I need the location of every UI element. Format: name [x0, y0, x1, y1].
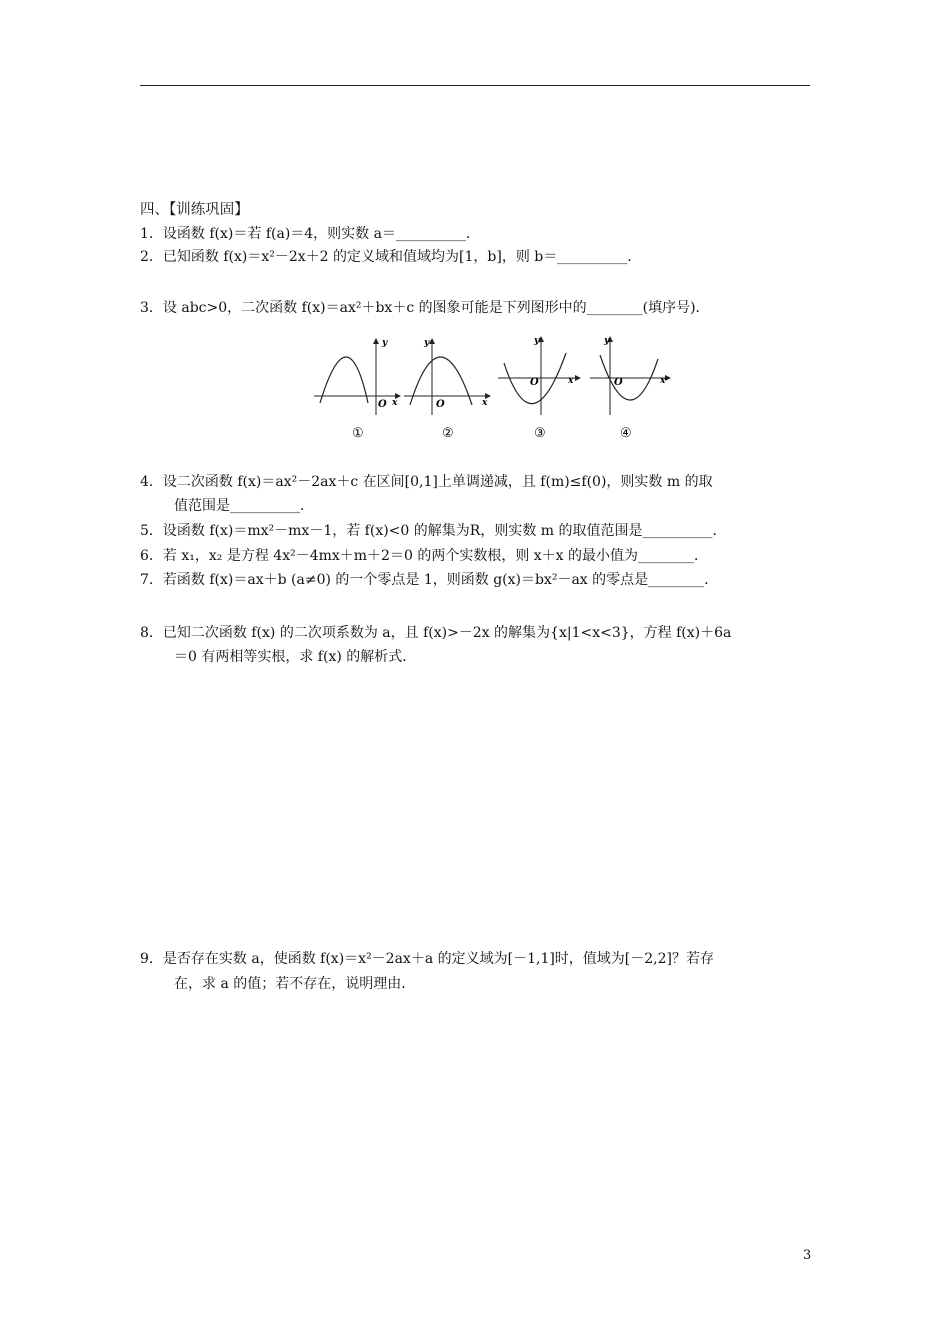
- problem-5: [140, 522, 727, 540]
- problem-text: 设函数 f(x)＝mx²－mx－1，若 f(x)<0 的解集为R，则实数 m 的取值范围是__________．: [162, 523, 727, 539]
- page-number: 3: [803, 1248, 812, 1263]
- problem-9-continued: 在，求 a 的值；若不存在，说明理由．: [174, 976, 416, 992]
- section-heading: 四、【训练巩固】: [140, 202, 249, 218]
- problem-number: 9．: [140, 951, 163, 967]
- problem-text: 若函数 f(x)＝ax＋b (a≠0) 的一个零点是 1，则函数 g(x)＝bx²－ax 的零点是________．: [162, 572, 719, 588]
- y-label: y: [382, 338, 388, 348]
- origin-label: O: [530, 377, 539, 388]
- problem-9: [140, 950, 714, 968]
- problem-text: 已知二次函数 f(x) 的二次项系数为 a，且 f(x)>－2x 的解集为{x|1<x<3}，方程 f(x)＋6a: [162, 625, 732, 641]
- problem-text: 已知函数 f(x)＝x²－2x＋2 的定义域和值域均为[1，b]，则 b＝__________．: [162, 249, 642, 265]
- problem-4: [140, 473, 713, 491]
- parabola-curve: [410, 357, 472, 405]
- problem-text: 设二次函数 f(x)＝ax²－2ax＋c 在区间[0,1]上单调递减，且 f(m)≤f(0)，则实数 m 的取: [162, 474, 713, 490]
- problem-number: 1．: [140, 226, 163, 242]
- figure-label: ④: [620, 426, 632, 441]
- x-label: x: [392, 398, 398, 408]
- problem-7: [140, 571, 718, 589]
- problem-3: [140, 299, 710, 317]
- problem-number: 4．: [140, 474, 163, 490]
- problem-number: 2．: [140, 249, 163, 265]
- problem-number: 3．: [140, 300, 163, 316]
- problem-number: 8．: [140, 625, 163, 641]
- x-label: x: [568, 376, 574, 386]
- problem-text: 若 x₁，x₂ 是方程 4x²－4mx＋m＋2＝0 的两个实数根，则 x＋x 的最小值为________．: [162, 548, 709, 564]
- x-label: x: [660, 376, 666, 386]
- header-rule: [140, 85, 810, 86]
- figure-4: [590, 336, 670, 441]
- y-label: y: [424, 338, 430, 348]
- problem-text: 设 abc>0，二次函数 f(x)＝ax²＋bx＋c 的图象可能是下列图形中的________(填序号)．: [162, 300, 710, 316]
- problem-2: [140, 248, 641, 266]
- figure-label: ③: [534, 426, 546, 441]
- problem-8: [140, 624, 731, 642]
- problem-8-continued: ＝0 有两相等实根，求 f(x) 的解析式．: [174, 649, 417, 665]
- problem-6: [140, 547, 708, 565]
- figure-1: [314, 338, 400, 441]
- origin-label: O: [614, 377, 623, 388]
- parabola-figures: [308, 333, 674, 445]
- problem-1: [140, 225, 480, 243]
- figure-label: ②: [442, 426, 454, 441]
- y-label: y: [534, 336, 540, 346]
- figure-2: [404, 338, 490, 441]
- y-label: y: [604, 336, 610, 346]
- problem-number: 6．: [140, 548, 163, 564]
- problem-number: 7．: [140, 572, 163, 588]
- problem-text: 是否存在实数 a，使函数 f(x)＝x²－2ax＋a 的定义域为[－1,1]时，值域为[－2,2]？若存: [162, 951, 714, 967]
- parabola-figures-svg: [308, 333, 674, 445]
- problem-number: 5．: [140, 523, 163, 539]
- x-label: x: [482, 398, 488, 408]
- origin-label: O: [378, 399, 387, 410]
- origin-label: O: [436, 399, 445, 410]
- figure-label: ①: [352, 426, 364, 441]
- figure-3: [498, 336, 580, 441]
- problem-4-continued: 值范围是__________．: [174, 498, 314, 514]
- problem-text: 设函数 f(x)＝若 f(a)＝4，则实数 a＝__________．: [162, 226, 480, 242]
